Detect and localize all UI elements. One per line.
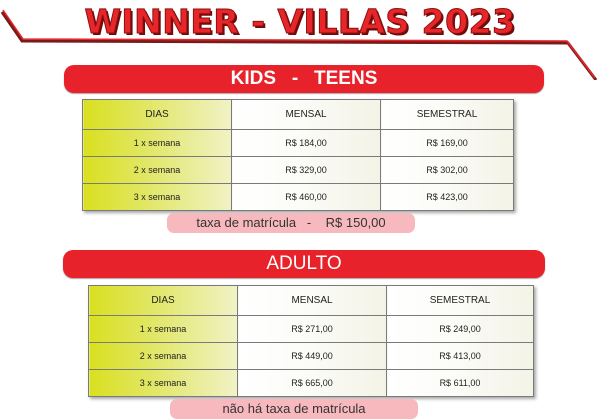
row-semestral: R$ 413,00 [387, 342, 534, 369]
header-mensal: MENSAL [232, 100, 381, 130]
row-semestral: R$ 169,00 [381, 129, 514, 156]
header-semestral: SEMESTRAL [381, 100, 514, 130]
table-row [83, 183, 514, 210]
row-dias: 3 x semana [83, 183, 232, 210]
page-title: WINNER - VILLAS 2023 [84, 2, 516, 41]
table-header-row [89, 286, 534, 316]
adulto-price-table [88, 285, 534, 397]
kids-teens-banner-label: KIDS - TEENS [230, 68, 378, 89]
row-mensal: R$ 665,00 [238, 369, 387, 396]
adulto-banner [63, 250, 545, 278]
row-dias: 2 x semana [89, 342, 238, 369]
adulto-banner-label: ADULTO [266, 253, 342, 274]
table-header-row [83, 100, 514, 130]
row-dias: 1 x semana [89, 315, 238, 342]
adulto-fee-note: não há taxa de matrícula [170, 399, 418, 419]
row-mensal: R$ 449,00 [238, 342, 387, 369]
row-dias: 1 x semana [83, 129, 232, 156]
table-row [89, 315, 534, 342]
table-row [89, 342, 534, 369]
row-mensal: R$ 271,00 [238, 315, 387, 342]
row-mensal: R$ 329,00 [232, 156, 381, 183]
table-row [83, 129, 514, 156]
row-mensal: R$ 460,00 [232, 183, 381, 210]
row-dias: 2 x semana [83, 156, 232, 183]
kids-teens-price-table [82, 99, 514, 211]
header-dias: DIAS [89, 286, 238, 316]
kids-teens-banner [64, 65, 544, 93]
table-row [83, 156, 514, 183]
row-mensal: R$ 184,00 [232, 129, 381, 156]
kids-teens-fee-note: taxa de matrícula - R$ 150,00 [167, 213, 415, 233]
row-dias: 3 x semana [89, 369, 238, 396]
row-semestral: R$ 302,00 [381, 156, 514, 183]
row-semestral: R$ 423,00 [381, 183, 514, 210]
header-dias: DIAS [83, 100, 232, 130]
row-semestral: R$ 249,00 [387, 315, 534, 342]
row-semestral: R$ 611,00 [387, 369, 534, 396]
table-row [89, 369, 534, 396]
header-mensal: MENSAL [238, 286, 387, 316]
header-semestral: SEMESTRAL [387, 286, 534, 316]
